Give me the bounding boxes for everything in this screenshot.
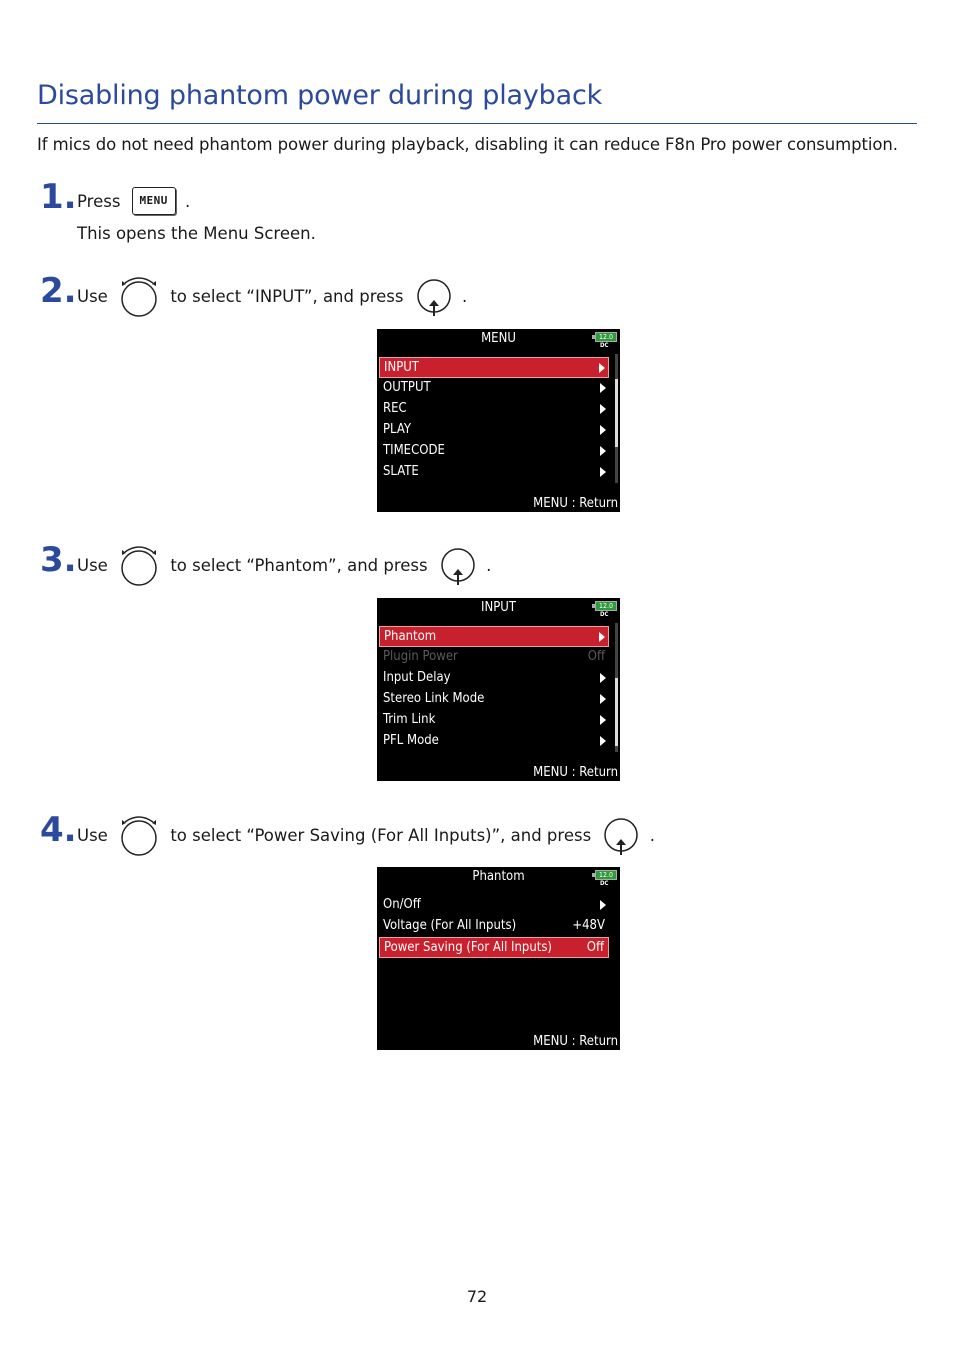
- press-dial-icon: [415, 276, 453, 316]
- menu-item-label: Plugin Power: [383, 649, 458, 664]
- title-divider: [37, 123, 917, 124]
- press-dial-icon: [602, 815, 640, 855]
- menu-item-stereo-link-mode[interactable]: [379, 689, 609, 710]
- menu-item-label: INPUT: [384, 360, 419, 375]
- power-source: DC: [600, 880, 609, 887]
- battery-voltage: 12.0: [595, 870, 617, 880]
- arrow-right-icon: [600, 715, 606, 725]
- step-number: 2.: [40, 271, 77, 311]
- menu-item-pfl-mode[interactable]: [379, 731, 609, 752]
- menu-item-trim-link[interactable]: [379, 710, 609, 731]
- screen-title: INPUT: [481, 600, 516, 615]
- menu-item-value: +48V: [572, 918, 605, 933]
- step-result: This opens the Menu Screen.: [77, 224, 316, 243]
- menu-item-play[interactable]: [379, 420, 609, 441]
- power-source: DC: [600, 611, 609, 618]
- power-source: DC: [600, 342, 609, 349]
- menu-key-icon: [132, 187, 176, 215]
- menu-item-phantom[interactable]: [379, 626, 609, 647]
- menu-item-label: Trim Link: [383, 712, 436, 727]
- step-instruction: [77, 813, 655, 857]
- step-text-end: .: [486, 555, 492, 575]
- menu-item-rec[interactable]: [379, 399, 609, 420]
- screen-footer: MENU : Return: [533, 765, 618, 780]
- step-instruction: [77, 543, 491, 587]
- battery-voltage: 12.0: [595, 601, 617, 611]
- arrow-right-icon: [600, 425, 606, 435]
- menu-item-label: Stereo Link Mode: [383, 691, 485, 706]
- menu-item-on-off[interactable]: [379, 895, 609, 916]
- menu-item-slate[interactable]: [379, 462, 609, 483]
- intro-paragraph: If mics do not need phantom power during playback, disabling it can reduce F8n Pro power consumption.: [37, 135, 898, 154]
- step-text-end: .: [649, 825, 655, 845]
- menu-item-input[interactable]: [379, 357, 609, 378]
- step-text: Use: [77, 825, 108, 845]
- step-text: Use: [77, 286, 108, 306]
- rotary-dial-icon: [119, 274, 159, 318]
- device-screen-input: [377, 598, 620, 781]
- arrow-right-icon: [600, 446, 606, 456]
- step-instruction: [77, 274, 467, 318]
- rotary-dial-icon: [119, 543, 159, 587]
- arrow-right-icon: [600, 383, 606, 393]
- screen-title: Phantom: [472, 869, 525, 884]
- step-text: to select “INPUT”, and press: [170, 286, 404, 306]
- battery-voltage: 12.0: [595, 332, 617, 342]
- menu-item-label: On/Off: [383, 897, 421, 912]
- battery-icon: [592, 870, 618, 888]
- step-4: [40, 810, 900, 857]
- menu-item-label: Phantom: [384, 629, 437, 644]
- menu-item-label: OUTPUT: [383, 380, 431, 395]
- menu-item-label: REC: [383, 401, 407, 416]
- menu-item-value: Off: [586, 940, 604, 955]
- step-instruction: [77, 187, 190, 215]
- step-number: 1.: [40, 177, 77, 217]
- arrow-right-icon: [600, 404, 606, 414]
- step-text: to select “Power Saving (For All Inputs)”, and press: [170, 825, 592, 845]
- menu-item-plugin-power: [379, 647, 609, 668]
- menu-key-label: MENU: [139, 194, 168, 207]
- menu-item-label: Input Delay: [383, 670, 451, 685]
- battery-icon: [592, 332, 618, 350]
- screen-title: MENU: [481, 331, 516, 346]
- battery-icon: [592, 601, 618, 619]
- arrow-right-icon: [600, 736, 606, 746]
- step-text: Press: [77, 191, 121, 211]
- step-3: [40, 540, 900, 587]
- arrow-right-icon: [600, 467, 606, 477]
- device-screen-phantom: [377, 867, 620, 1050]
- menu-item-voltage[interactable]: [379, 916, 609, 937]
- menu-item-output[interactable]: [379, 378, 609, 399]
- step-1: [40, 177, 900, 243]
- step-text-end: .: [184, 191, 191, 211]
- menu-item-input-delay[interactable]: [379, 668, 609, 689]
- menu-item-label: Voltage (For All Inputs): [383, 918, 517, 933]
- arrow-right-icon: [600, 694, 606, 704]
- menu-item-label: SLATE: [383, 464, 419, 479]
- step-text: to select “Phantom”, and press: [170, 555, 428, 575]
- menu-item-label: Power Saving (For All Inputs): [384, 940, 552, 955]
- menu-item-label: PFL Mode: [383, 733, 439, 748]
- arrow-right-icon: [600, 900, 606, 910]
- menu-item-power-saving[interactable]: [379, 937, 609, 958]
- scrollbar[interactable]: [615, 623, 618, 752]
- menu-item-label: TIMECODE: [383, 443, 445, 458]
- step-number: 3.: [40, 540, 77, 580]
- screen-footer: MENU : Return: [533, 496, 618, 511]
- arrow-right-icon: [599, 363, 605, 373]
- press-dial-icon: [439, 545, 477, 585]
- device-screen-menu: [377, 329, 620, 512]
- step-number: 4.: [40, 810, 77, 850]
- menu-item-value: Off: [587, 649, 605, 664]
- step-2: [40, 271, 900, 318]
- page-title: Disabling phantom power during playback: [37, 80, 603, 111]
- arrow-right-icon: [600, 673, 606, 683]
- menu-item-label: PLAY: [383, 422, 411, 437]
- page-number: 72: [466, 1287, 488, 1306]
- rotary-dial-icon: [119, 813, 159, 857]
- screen-footer: MENU : Return: [533, 1034, 618, 1049]
- arrow-right-icon: [599, 632, 605, 642]
- menu-item-timecode[interactable]: [379, 441, 609, 462]
- step-text-end: .: [461, 286, 468, 306]
- scrollbar[interactable]: [615, 354, 618, 483]
- step-text: Use: [77, 555, 108, 575]
